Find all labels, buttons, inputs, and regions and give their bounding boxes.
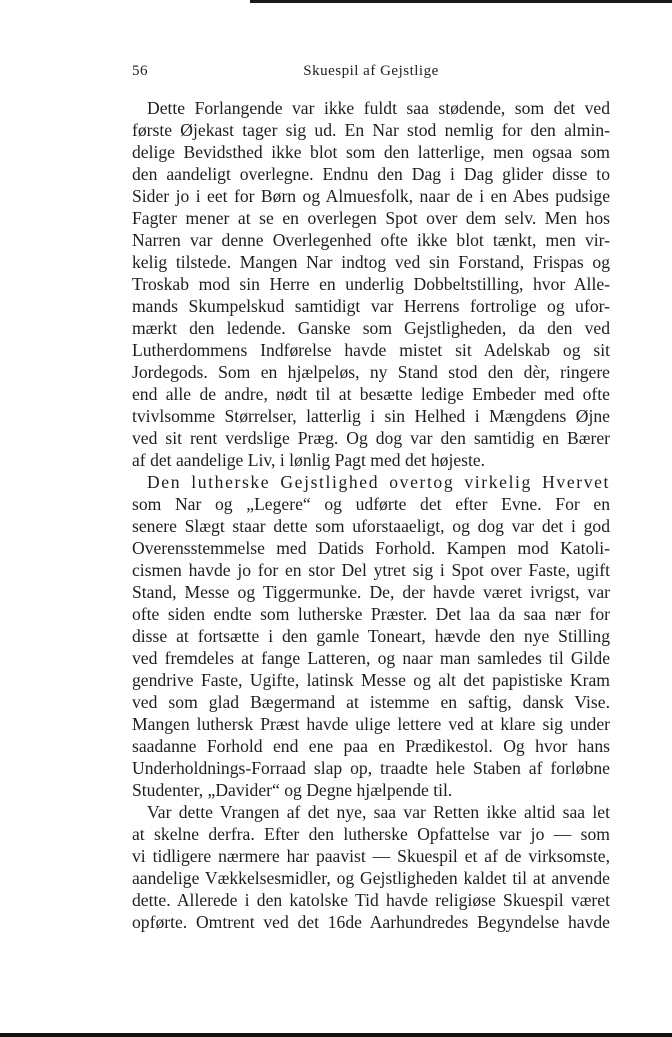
bottom-edge-rule — [0, 1033, 672, 1037]
text-line: mands Skumpelskud samtidigt var Herrens fortrolige og ufor- — [132, 296, 610, 316]
text-line: Troskab mod sin Herre en underlig Dobbeltstilling, hvor Alle- — [132, 274, 610, 294]
text-line: ofte siden endte som lutherske Præster. Det laa da saa nær for — [132, 604, 610, 624]
paragraph-1 — [132, 97, 610, 471]
text-line: Dette Forlangende var ikke fuldt saa stødende, som det ved — [147, 98, 610, 118]
text-line: ved sit rent verdslige Præg. Og dog var den samtidig en Bærer — [132, 428, 610, 448]
text-line: af det aandelige Liv, i lønlig Pagt med det højeste. — [132, 450, 486, 470]
text-line: aandelige Vækkelsesmidler, og Gejstligheden kaldet til at anvende — [132, 868, 610, 888]
text-line: kelig tilstede. Mangen Nar indtog ved sin Forstand, Frispas og — [132, 252, 610, 272]
text-line: delige Bevidsthed ikke blot som den latterlige, men ogsaa som — [132, 142, 610, 162]
text-line: vi tidligere nærmere har paavist — Skuespil et af de virksomste, — [132, 846, 610, 866]
text-line: Mangen luthersk Præst havde ulige lettere ved at klare sig under — [132, 714, 610, 734]
text-line: Var dette Vrangen af det nye, saa var Retten ikke altid saa let — [147, 802, 610, 822]
text-line: Underholdnings-Forraad slap op, traadte hele Staben af forløbne — [132, 758, 610, 778]
paragraph-3 — [132, 801, 610, 933]
body-text — [132, 97, 610, 933]
paragraph-2 — [132, 471, 610, 801]
text-line: Jordegods. Som en hjælpeløs, ny Stand stod den dèr, ringere — [132, 362, 610, 382]
text-line: Lutherdommens Indførelse havde mistet sit Adelskab og sit — [132, 340, 610, 360]
text-line: Stand, Messe og Tiggermunke. De, der havde været ivrigst, var — [132, 582, 610, 602]
text-line: den aandeligt overlegne. Endnu den Dag i Dag glider disse to — [132, 164, 610, 184]
text-line: ved fremdeles at fange Latteren, og naar man samledes til Gilde — [132, 648, 610, 668]
text-line: som Nar og „Legere“ og udførte det efter Evne. For en — [132, 494, 610, 514]
text-line: Den lutherske Gejstlighed overtog virkelig Hvervet — [147, 472, 610, 492]
text-line: end alle de andre, nødt til at besætte ledige Embeder med ofte — [132, 384, 610, 404]
text-line: disse at fortsætte i den gamle Toneart, hævde den nye Stilling — [132, 626, 610, 646]
text-line: Studenter, „Davider“ og Degne hjælpende til. — [132, 780, 453, 800]
text-line: tvivlsomme Størrelser, latterlig i sin Helhed i Mængdens Øjne — [132, 406, 610, 426]
text-line: saadanne Forhold end ene paa en Prædikestol. Og hvor hans — [132, 736, 610, 756]
text-line: mærkt den ledende. Ganske som Gejstligheden, da den ved — [132, 318, 610, 338]
text-line: at skelne derfra. Efter den lutherske Opfattelse var jo — som — [132, 824, 610, 844]
text-line: Sider jo i eet for Børn og Almuesfolk, naar de i en Abes pudsige — [132, 186, 610, 206]
text-line: Narren var denne Overlegenhed ofte ikke blot tænkt, men vir- — [132, 230, 610, 250]
text-line: cismen havde jo for en stor Del ytret sig i Spot over Faste, ugift — [132, 560, 610, 580]
text-line: dette. Allerede i den katolske Tid havde religiøse Skuespil været — [132, 890, 610, 910]
top-edge-rule — [250, 0, 672, 3]
page-header — [132, 63, 610, 85]
text-line: Fagter mener at se en overlegen Spot over dem selv. Men hos — [132, 208, 610, 228]
text-line: opførte. Omtrent ved det 16de Aarhundredes Begyndelse havde — [132, 912, 610, 932]
text-line: gendrive Faste, Ugifte, latinsk Messe og alt det papistiske Kram — [132, 670, 610, 690]
text-line: første Øjekast tager sig ud. En Nar stod nemlig for den almin- — [132, 120, 610, 140]
text-line: Overensstemmelse med Datids Forhold. Kampen mod Katoli- — [132, 538, 610, 558]
page-number: 56 — [132, 63, 148, 79]
text-line: senere Slægt staar dette som uforstaaeligt, og dog var det i god — [132, 516, 610, 536]
text-line: ved som glad Bægermand at istemme en saftig, dansk Vise. — [132, 692, 610, 712]
running-title: Skuespil af Gejstlige — [303, 63, 439, 79]
